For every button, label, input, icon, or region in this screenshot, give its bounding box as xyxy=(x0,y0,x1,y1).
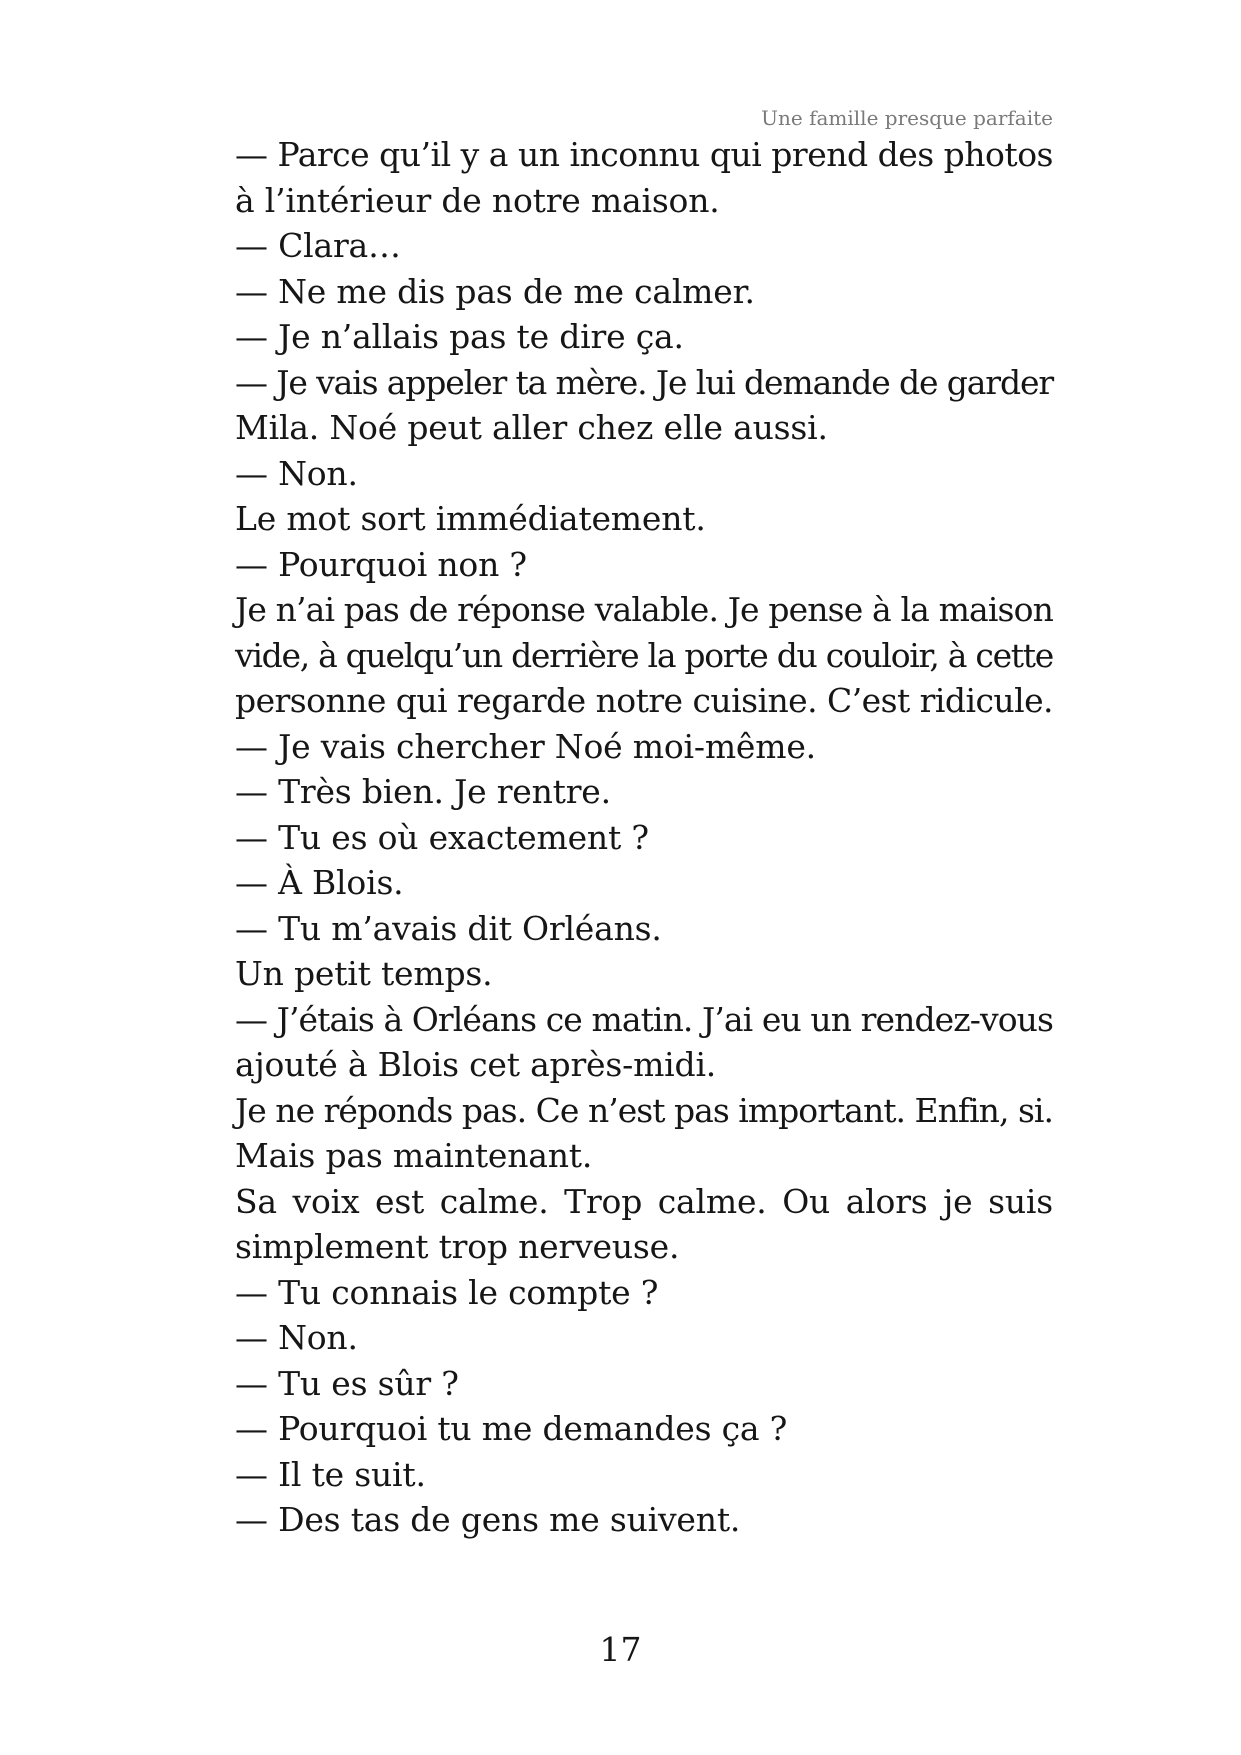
text-line: — Je vais chercher Noé moi-même. xyxy=(235,726,816,766)
text-line: personne qui regarde notre cuisine. C’est ridicule. xyxy=(235,681,1053,720)
page-body xyxy=(235,132,1053,1543)
text-line: Mila. Noé peut aller chez elle aussi. xyxy=(235,408,828,447)
text-line: Le mot sort immédiatement. xyxy=(235,499,706,538)
text-line: Sa voix est calme. Trop calme. Ou alors je suis xyxy=(235,1181,1053,1221)
page-number: 17 xyxy=(599,1630,642,1669)
text-line: simplement trop nerveuse. xyxy=(235,1227,680,1266)
text-line: — Il te suit. xyxy=(235,1454,426,1494)
text-line: vide, à quelqu’un derrière la porte du couloir, à cette xyxy=(235,635,1053,675)
text-line: — Clara… xyxy=(235,226,401,265)
text-line: à l’intérieur de notre maison. xyxy=(235,180,720,220)
text-line: — À Blois. xyxy=(235,863,404,902)
running-header: Une famille presque parfaite xyxy=(761,106,1053,130)
text-line: — Tu m’avais dit Orléans. xyxy=(235,908,662,948)
text-line: — Je n’allais pas te dire ça. xyxy=(235,317,684,356)
text-line: — Ne me dis pas de me calmer. xyxy=(235,271,755,311)
text-line: — Je vais appeler ta mère. Je lui demande de garder xyxy=(235,362,1053,402)
text-line: — Parce qu’il y a un inconnu qui prend des photos xyxy=(235,135,1053,174)
text-line: ajouté à Blois cet après-midi. xyxy=(235,1045,717,1084)
text-line: — Des tas de gens me suivent. xyxy=(235,1500,741,1539)
text-line: Je n’ai pas de réponse valable. Je pense à la maison xyxy=(235,590,1053,629)
text-line: — Pourquoi tu me demandes ça ? xyxy=(235,1409,788,1448)
text-line: Un petit temps. xyxy=(235,954,493,993)
text-line: — Tu connais le compte ? xyxy=(235,1272,659,1312)
text-line: — Non. xyxy=(235,453,358,493)
text-line: — Tu es sûr ? xyxy=(235,1363,459,1403)
text-line: — Tu es où exactement ? xyxy=(235,817,649,857)
text-line: — Pourquoi non ? xyxy=(235,544,527,584)
text-line: Je ne réponds pas. Ce n’est pas important. Enfin, si. xyxy=(235,1090,1053,1130)
text-line: — J’étais à Orléans ce matin. J’ai eu un rendez-vous xyxy=(235,999,1053,1039)
text-line: Mais pas maintenant. xyxy=(235,1136,593,1175)
text-line: — Non. xyxy=(235,1318,358,1357)
text-line: — Très bien. Je rentre. xyxy=(235,772,611,811)
